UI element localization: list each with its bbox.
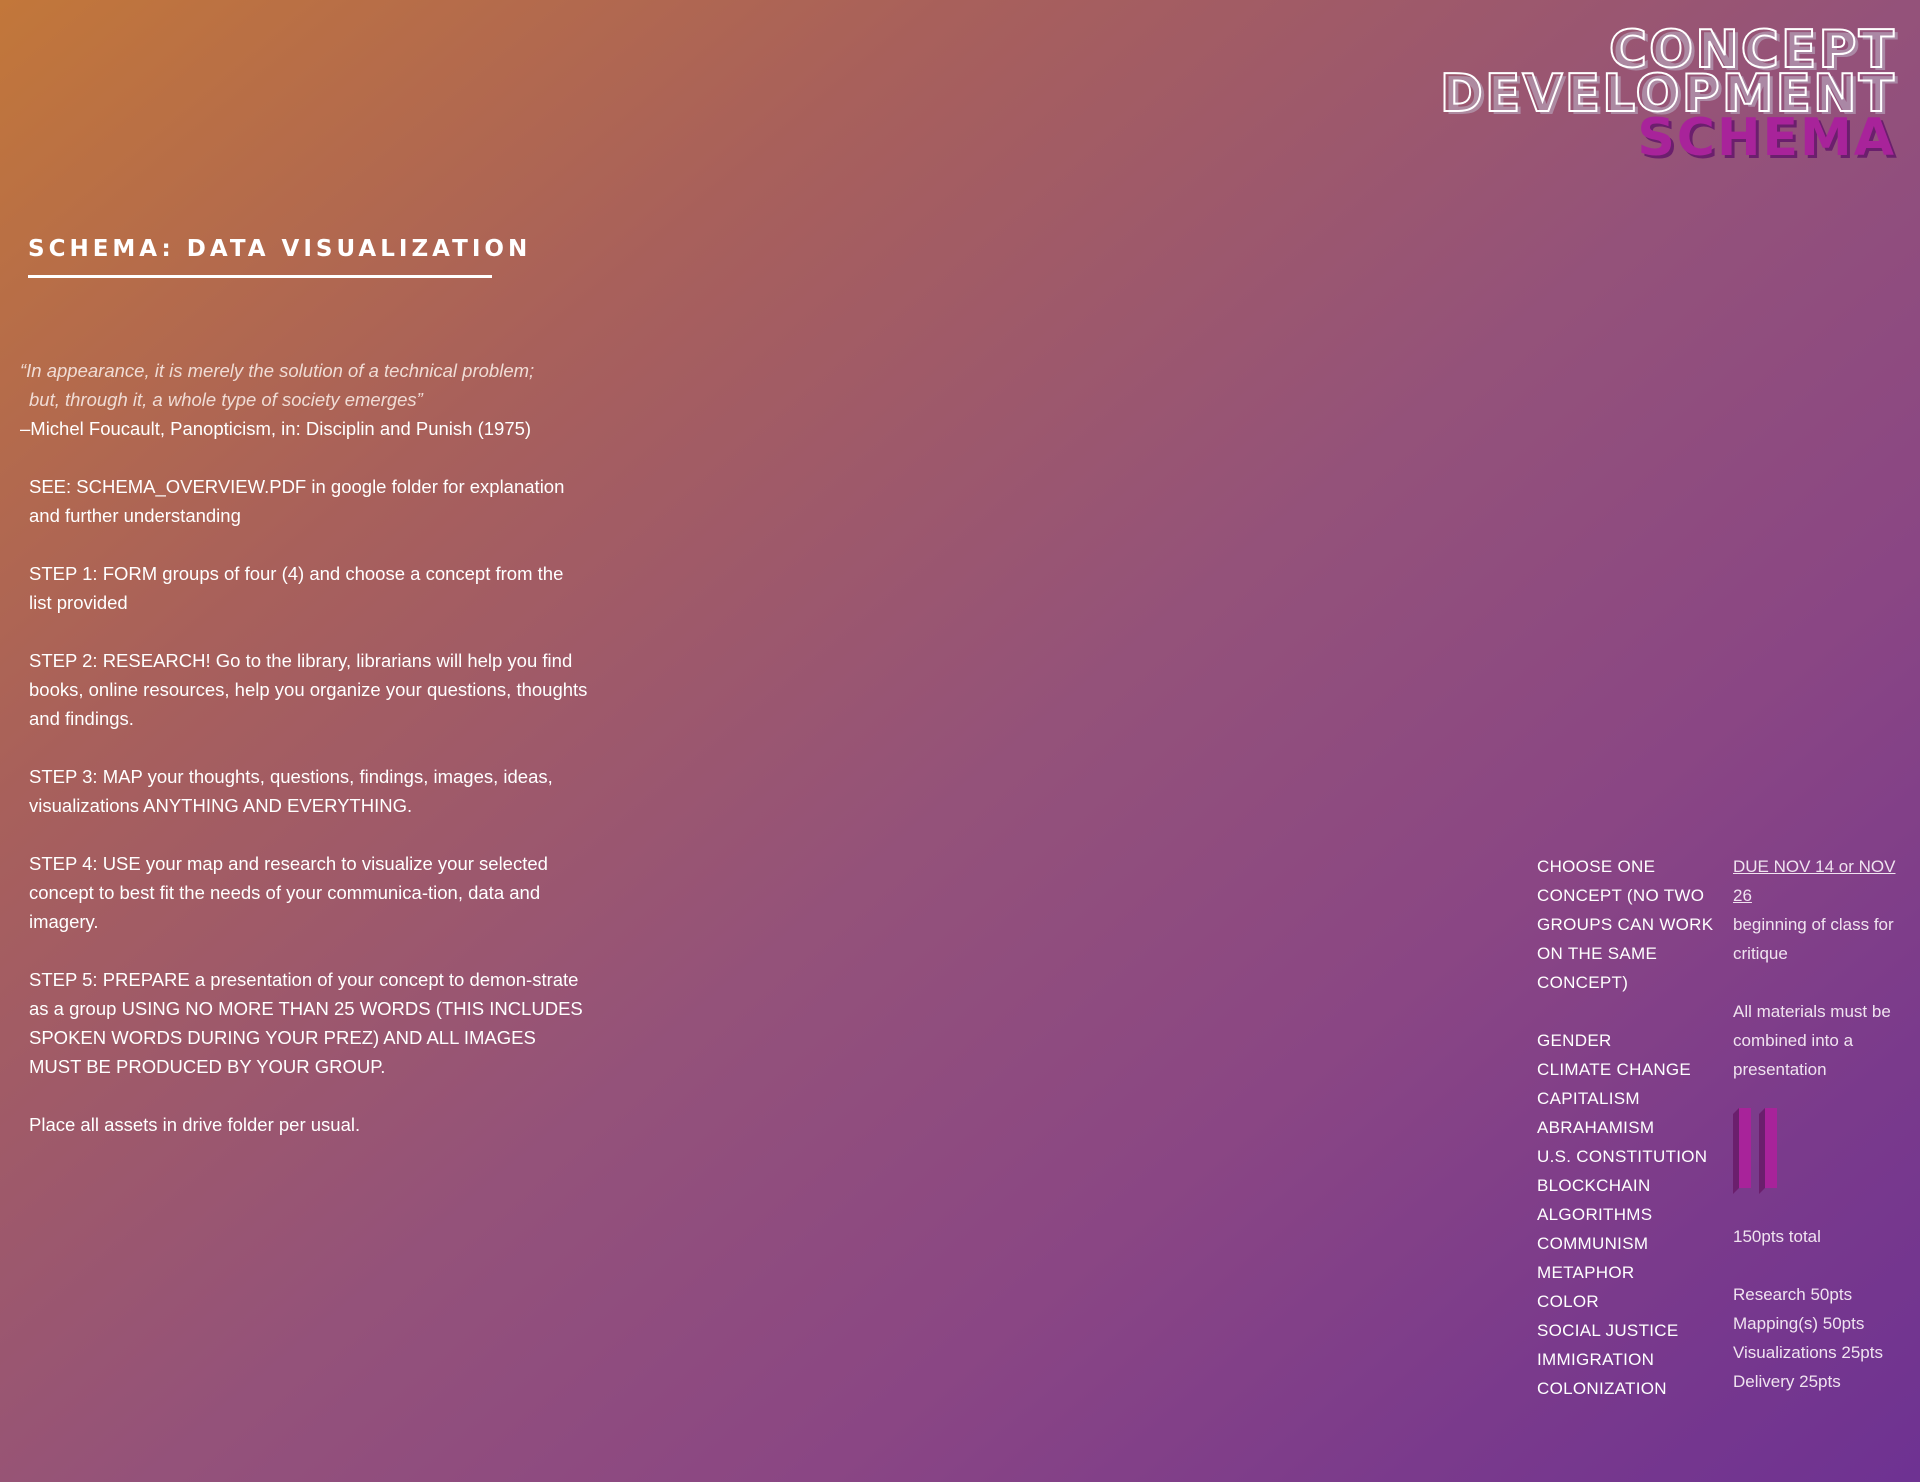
points-item: Delivery 25pts: [1733, 1372, 1841, 1391]
points-item: Research 50pts: [1733, 1285, 1853, 1304]
concept-item: SOCIAL JUSTICE: [1537, 1321, 1679, 1340]
concept-item: ALGORITHMS: [1537, 1205, 1653, 1224]
concept-item: COMMUNISM: [1537, 1234, 1649, 1253]
quote: [20, 356, 590, 414]
pause-bars-icon: [1733, 1108, 1781, 1194]
quote-attribution: –Michel Foucault, Panopticism, in: Disciplin and Punish (1975): [20, 418, 532, 439]
concept-item: GENDER: [1537, 1031, 1612, 1050]
concept-item: METAPHOR: [1537, 1263, 1635, 1282]
quote-line-2: but, through it, a whole type of society emerges”: [29, 389, 423, 410]
step-3: STEP 3: MAP your thoughts, questions, findings, images, ideas, visualizations ANYTHING AND EVERYTHING.: [29, 766, 553, 816]
points-item: Visualizations 25pts: [1733, 1343, 1883, 1362]
concept-item: U.S. CONSTITUTION: [1537, 1147, 1708, 1166]
step-4: STEP 4: USE your map and research to visualize your selected concept to best fit the needs of your communica-tion, data and imagery.: [29, 853, 548, 932]
logo-line-schema: SCHEMA: [1637, 108, 1896, 168]
step-5: STEP 5: PREPARE a presentation of your concept to demon-strate as a group USING NO MORE THAN 25 WORDS (THIS INCLUDES SPOKEN WORDS DURING YOUR PREZ) AND ALL IMAGES MUST BE PRODUCED BY YOUR GROUP.: [29, 969, 583, 1077]
logo: [1439, 20, 1896, 168]
points-total: 150pts total: [1733, 1227, 1821, 1246]
assets-note: Place all assets in drive folder per usual.: [29, 1114, 361, 1135]
points-item: Mapping(s) 50pts: [1733, 1314, 1865, 1333]
instructions-column: [20, 356, 590, 1139]
concept-item: IMMIGRATION: [1537, 1350, 1655, 1369]
points-breakdown: [1733, 1280, 1913, 1396]
concept-item: CLIMATE CHANGE: [1537, 1060, 1692, 1079]
concept-intro: CHOOSE ONE CONCEPT (NO TWO GROUPS CAN WORK ON THE SAME CONCEPT): [1537, 857, 1714, 992]
concept-item: COLONIZATION: [1537, 1379, 1667, 1398]
due-date: DUE NOV 14 or NOV 26: [1733, 857, 1896, 905]
title-underline: [28, 275, 492, 278]
concept-item: CAPITALISM: [1537, 1089, 1640, 1108]
step-2: STEP 2: RESEARCH! Go to the library, librarians will help you find books, online resources, help you organize your questions, thoughts and findings.: [29, 650, 588, 729]
due-note: beginning of class for critique: [1733, 915, 1894, 963]
quote-line-1: “In appearance, it is merely the solution of a technical problem;: [20, 360, 535, 381]
concept-item: BLOCKCHAIN: [1537, 1176, 1651, 1195]
section-title: SCHEMA: DATA VISUALIZATION: [28, 236, 532, 262]
concept-list: [1537, 1026, 1722, 1403]
materials-note: All materials must be combined into a presentation: [1733, 1002, 1891, 1079]
concept-item: ABRAHAMISM: [1537, 1118, 1655, 1137]
concept-list-column: [1537, 852, 1722, 1403]
logo-line-concept: CONCEPT: [1608, 20, 1896, 80]
concept-item: COLOR: [1537, 1292, 1599, 1311]
step-1: STEP 1: FORM groups of four (4) and choose a concept from the list provided: [29, 563, 564, 613]
logo-line-development: DEVELOPMENT: [1439, 64, 1896, 124]
see-note: SEE: SCHEMA_OVERVIEW.PDF in google folder for explanation and further understanding: [29, 476, 565, 526]
info-column: [1733, 852, 1913, 1396]
